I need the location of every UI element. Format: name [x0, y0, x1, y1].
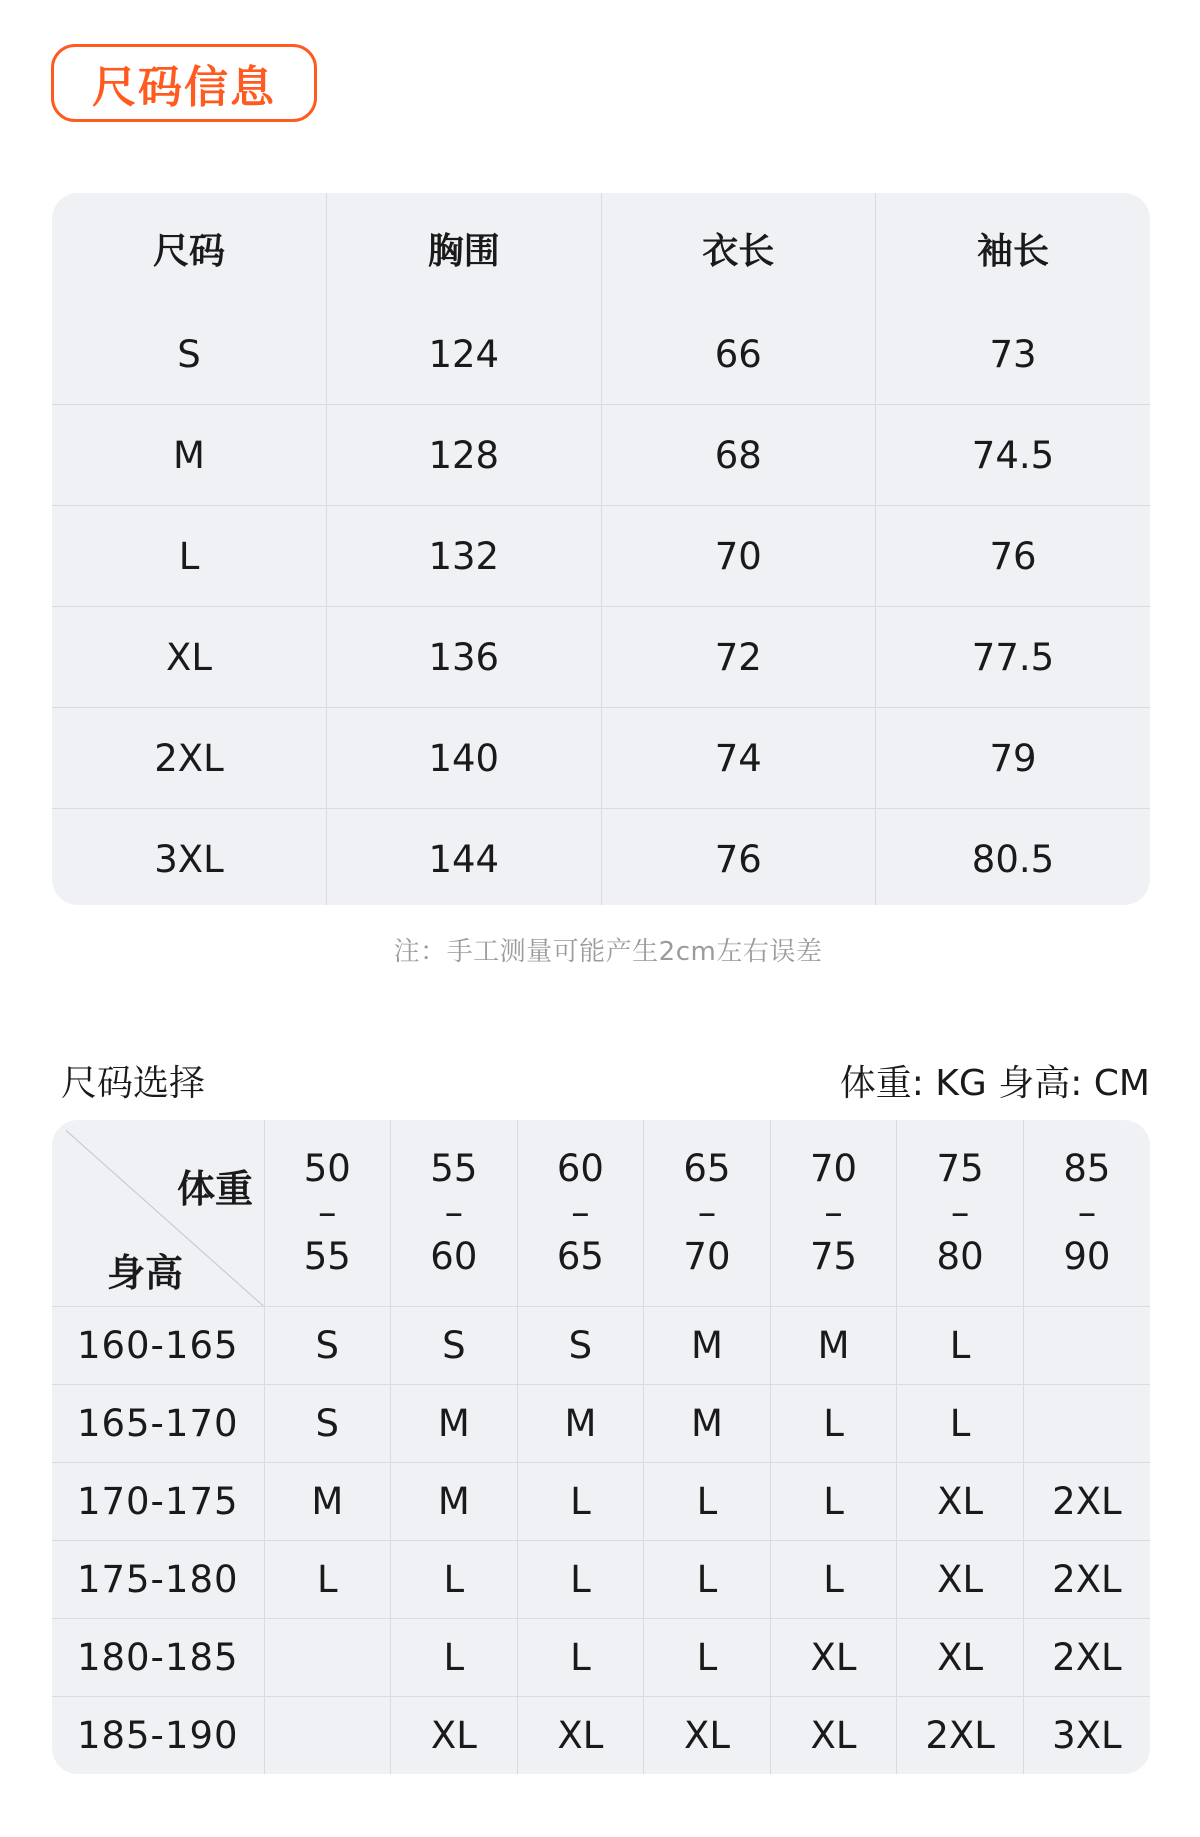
cell-length: 76 — [601, 809, 876, 906]
recommended-size-cell: 3XL — [1023, 1696, 1150, 1774]
weight-range-header — [391, 1120, 518, 1307]
recommended-size-cell: XL — [770, 1696, 897, 1774]
recommended-size-cell: M — [770, 1307, 897, 1385]
recommended-size-cell: L — [517, 1541, 644, 1619]
recommended-size-cell: 2XL — [1023, 1463, 1150, 1541]
recommended-size-cell: S — [391, 1307, 518, 1385]
recommended-size-cell — [1023, 1385, 1150, 1463]
cell-sleeve: 79 — [876, 708, 1151, 809]
cell-chest: 144 — [327, 809, 602, 906]
weight-range-dash: – — [571, 1191, 590, 1235]
cell-length: 70 — [601, 506, 876, 607]
size-table-row — [52, 607, 1150, 708]
corner-weight-label: 体重 — [177, 1167, 254, 1211]
recommended-size-cell: L — [391, 1541, 518, 1619]
header-length: 衣长 — [601, 193, 876, 304]
recommended-size-cell: S — [517, 1307, 644, 1385]
corner-height-label: 身高 — [107, 1251, 184, 1295]
weight-range-from: 75 — [936, 1147, 984, 1191]
height-range-label: 170-175 — [52, 1463, 264, 1541]
cell-sleeve: 73 — [876, 304, 1151, 405]
weight-range-header — [517, 1120, 644, 1307]
weight-range-header — [644, 1120, 771, 1307]
recommended-size-cell: L — [644, 1619, 771, 1697]
cell-size: M — [52, 405, 327, 506]
recommended-size-cell: 2XL — [897, 1696, 1024, 1774]
height-row — [52, 1619, 1150, 1697]
weight-range-to: 60 — [430, 1235, 478, 1279]
recommended-size-cell: M — [391, 1385, 518, 1463]
cell-size: 2XL — [52, 708, 327, 809]
height-row — [52, 1307, 1150, 1385]
weight-range-header — [1023, 1120, 1150, 1307]
cell-sleeve: 76 — [876, 506, 1151, 607]
size-table-header-row — [52, 193, 1150, 304]
recommended-size-cell — [264, 1696, 391, 1774]
cell-size: L — [52, 506, 327, 607]
weight-range-header — [264, 1120, 391, 1307]
size-table-row — [52, 708, 1150, 809]
weight-range-dash: – — [1077, 1191, 1097, 1235]
size-table-row — [52, 506, 1150, 607]
height-row — [52, 1696, 1150, 1774]
cell-sleeve: 74.5 — [876, 405, 1151, 506]
weight-range-from: 65 — [683, 1147, 731, 1191]
recommended-size-cell: XL — [644, 1696, 771, 1774]
recommended-size-cell: L — [897, 1307, 1024, 1385]
header-size: 尺码 — [152, 231, 225, 272]
recommended-size-cell — [264, 1619, 391, 1697]
size-selection-title: 尺码选择 — [61, 1063, 206, 1104]
weight-range-from: 50 — [303, 1147, 351, 1191]
weight-header-row — [52, 1120, 1150, 1307]
weight-range-dash: – — [444, 1191, 464, 1235]
cell-chest: 136 — [327, 607, 602, 708]
recommended-size-cell: L — [264, 1541, 391, 1619]
height-range-label: 185-190 — [52, 1696, 264, 1774]
recommended-size-cell: M — [644, 1385, 771, 1463]
recommended-size-cell: L — [770, 1463, 897, 1541]
recommended-size-cell: S — [264, 1307, 391, 1385]
cell-length: 68 — [601, 405, 876, 506]
weight-range-from: 85 — [1063, 1147, 1111, 1191]
weight-range-from: 60 — [556, 1147, 604, 1191]
cell-chest: 128 — [327, 405, 602, 506]
weight-range-dash: – — [697, 1191, 717, 1235]
weight-range-to: 65 — [556, 1235, 604, 1279]
recommended-size-cell — [1023, 1307, 1150, 1385]
recommended-size-cell: M — [517, 1385, 644, 1463]
cell-length: 66 — [601, 304, 876, 405]
weight-range-from: 70 — [809, 1147, 858, 1191]
cell-length: 74 — [601, 708, 876, 809]
recommended-size-cell: M — [391, 1463, 518, 1541]
recommended-size-cell: XL — [517, 1696, 644, 1774]
recommended-size-cell: 2XL — [1023, 1619, 1150, 1697]
size-table-row — [52, 405, 1150, 506]
cell-chest: 124 — [327, 304, 602, 405]
units-label: 体重: KG 身高: CM — [839, 1063, 1150, 1104]
weight-range-dash: – — [824, 1191, 843, 1235]
weight-range-dash: – — [950, 1191, 970, 1235]
weight-range-to: 55 — [303, 1235, 351, 1279]
cell-sleeve: 77.5 — [876, 607, 1151, 708]
weight-range-header — [897, 1120, 1024, 1307]
weight-range-to: 75 — [809, 1235, 858, 1279]
recommended-size-cell: L — [517, 1619, 644, 1697]
height-row — [52, 1385, 1150, 1463]
size-selection-matrix — [52, 1120, 1150, 1774]
cell-size: XL — [52, 607, 327, 708]
height-row — [52, 1463, 1150, 1541]
size-table — [52, 193, 1150, 905]
weight-range-dash: – — [318, 1191, 337, 1235]
height-range-label: 180-185 — [52, 1619, 264, 1697]
cell-sleeve: 80.5 — [876, 809, 1151, 906]
cell-size: 3XL — [52, 809, 327, 906]
recommended-size-cell: XL — [391, 1696, 518, 1774]
measurement-note: 注：手工测量可能产生2cm左右误差 — [393, 937, 823, 967]
height-range-label: 165-170 — [52, 1385, 264, 1463]
recommended-size-cell: S — [264, 1385, 391, 1463]
recommended-size-cell: XL — [770, 1619, 897, 1697]
recommended-size-cell: L — [770, 1385, 897, 1463]
size-table-row — [52, 809, 1150, 906]
weight-range-to: 80 — [936, 1235, 984, 1279]
height-range-label: 160-165 — [52, 1307, 264, 1385]
cell-chest: 140 — [327, 708, 602, 809]
size-table-row — [52, 304, 1150, 405]
section-title-badge: 尺码信息 — [51, 44, 317, 122]
recommended-size-cell: XL — [897, 1463, 1024, 1541]
corner-cell — [52, 1120, 264, 1307]
recommended-size-cell: L — [644, 1541, 771, 1619]
weight-range-to: 70 — [683, 1235, 731, 1279]
recommended-size-cell: XL — [897, 1619, 1024, 1697]
recommended-size-cell: M — [264, 1463, 391, 1541]
recommended-size-cell: 2XL — [1023, 1541, 1150, 1619]
height-range-label: 175-180 — [52, 1541, 264, 1619]
cell-chest: 132 — [327, 506, 602, 607]
height-row — [52, 1541, 1150, 1619]
recommended-size-cell: XL — [897, 1541, 1024, 1619]
recommended-size-cell: L — [897, 1385, 1024, 1463]
header-sleeve: 袖长 — [876, 193, 1151, 304]
recommended-size-cell: L — [644, 1463, 771, 1541]
weight-range-from: 55 — [430, 1147, 478, 1191]
weight-range-header — [770, 1120, 897, 1307]
recommended-size-cell: L — [770, 1541, 897, 1619]
header-chest: 胸围 — [327, 193, 602, 304]
cell-length: 72 — [601, 607, 876, 708]
weight-range-to: 90 — [1063, 1235, 1111, 1279]
recommended-size-cell: L — [391, 1619, 518, 1697]
cell-size: S — [177, 332, 201, 376]
recommended-size-cell: M — [644, 1307, 771, 1385]
recommended-size-cell: L — [517, 1463, 644, 1541]
